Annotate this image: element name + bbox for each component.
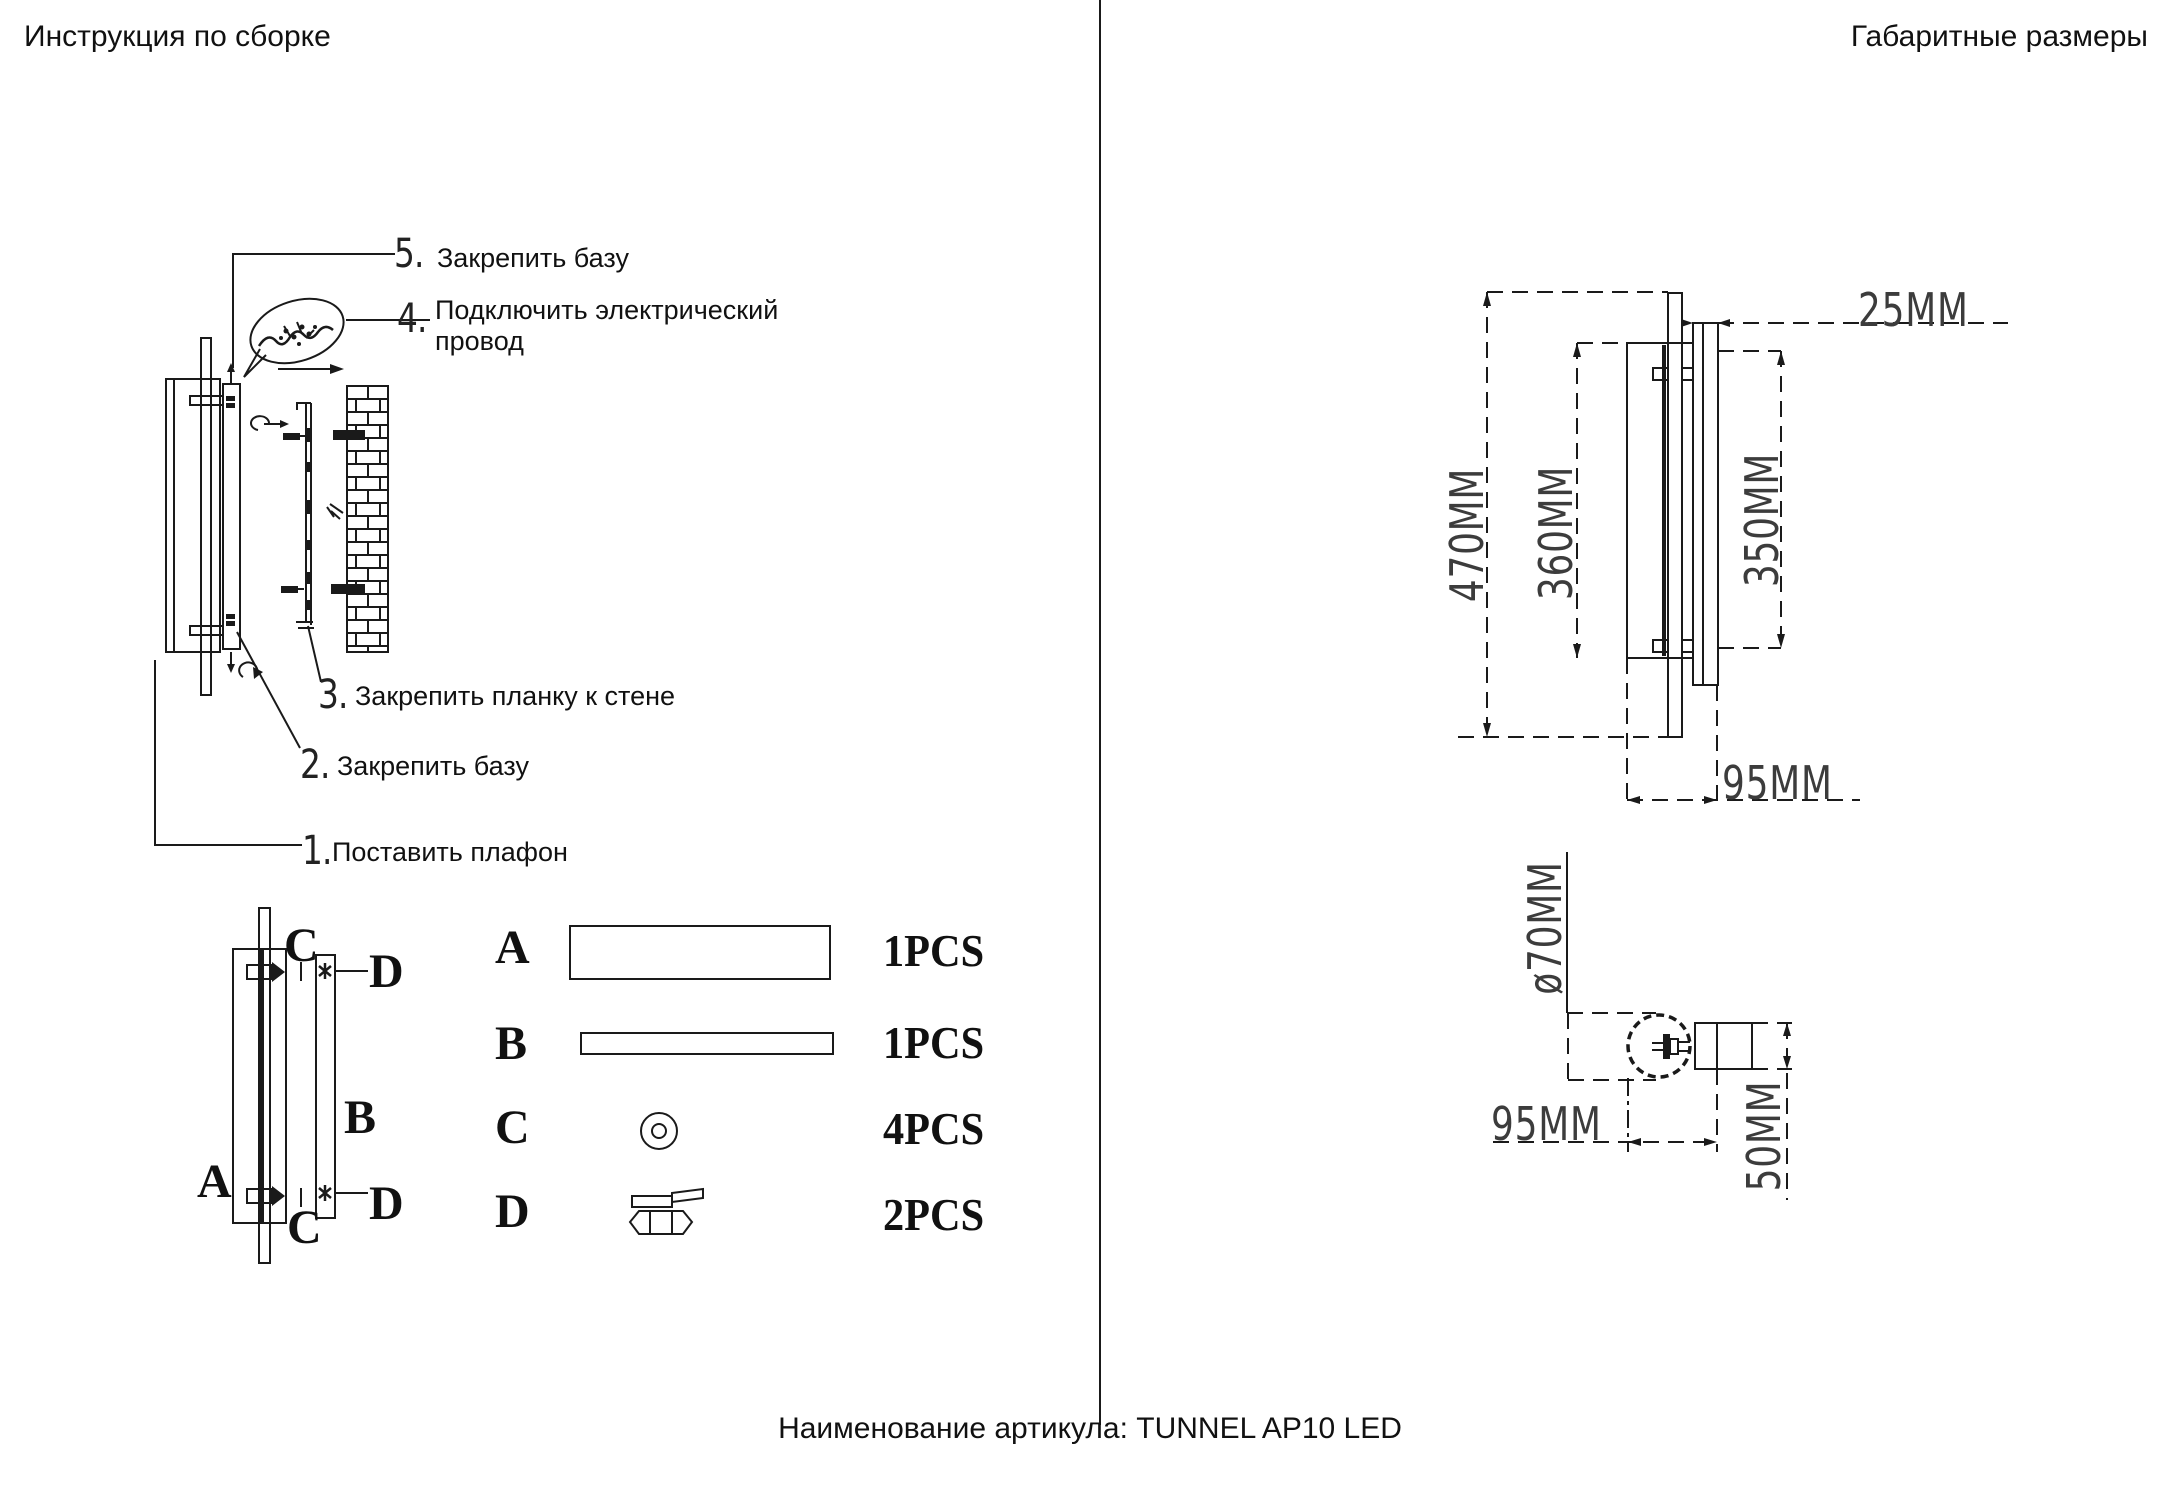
part-row-letter: C (495, 1101, 530, 1154)
exploded-label-c-top: C (284, 919, 319, 972)
wiring-detail-balloon (242, 288, 352, 377)
part-row-qty: 4PCS (883, 1103, 985, 1154)
dim-plate-width: 50MM (1737, 1080, 1791, 1192)
step-5-number: 5. (394, 231, 424, 277)
part-a-shape (570, 926, 830, 979)
dim-projection-top: 95MM (1491, 1097, 1602, 1151)
exploded-label-c-bottom: C (287, 1201, 322, 1254)
step-2-number: 2. (300, 742, 330, 788)
part-row-qty: 1PCS (883, 925, 985, 976)
exploded-label-a: A (197, 1155, 232, 1208)
step-1-label: Поставить плафон (332, 837, 568, 867)
bolt-detail (1652, 1034, 1690, 1059)
exploded-label-d-bottom: D (369, 1177, 404, 1230)
step-4-number: 4. (397, 296, 427, 342)
part-row-letter: D (495, 1185, 530, 1238)
part-b-shape (581, 1033, 833, 1054)
step-2-label: Закрепить базу (337, 751, 529, 781)
brick-wall (327, 386, 388, 652)
right-section-title: Габаритные размеры (1850, 20, 2148, 53)
step-1-number: 1. (302, 828, 332, 874)
part-row-letter: A (495, 921, 530, 974)
part-row-qty: 1PCS (883, 1017, 985, 1068)
left-section-title: Инструкция по сборке (24, 20, 331, 53)
dim-overall-height: 470MM (1440, 467, 1494, 603)
dim-shade-diameter: ø70MM (1518, 861, 1572, 995)
step-3-number: 3. (318, 672, 348, 718)
exploded-label-d-top: D (369, 945, 404, 998)
dim-shade-height: 350MM (1735, 452, 1789, 588)
dim-wall-plate-depth: 25MM (1858, 283, 1969, 337)
exploded-label-b: B (344, 1091, 377, 1144)
step-4-label: Подключить электрический провод (435, 295, 779, 356)
parts-list-shapes (570, 926, 833, 1234)
dim-backplate-height: 360MM (1529, 465, 1583, 601)
part-row-qty: 2PCS (883, 1189, 985, 1240)
step-3-label: Закрепить планку к стене (355, 681, 676, 711)
part-d-shape (630, 1189, 703, 1234)
step-5-label: Закрепить базу (437, 243, 629, 273)
base-screws (226, 396, 235, 626)
part-row-letter: B (495, 1017, 528, 1070)
part-c-shape (641, 1113, 677, 1149)
dim-projection-front: 95MM (1722, 756, 1833, 810)
article-name: Наименование артикула: TUNNEL AP10 LED (778, 1412, 1402, 1445)
